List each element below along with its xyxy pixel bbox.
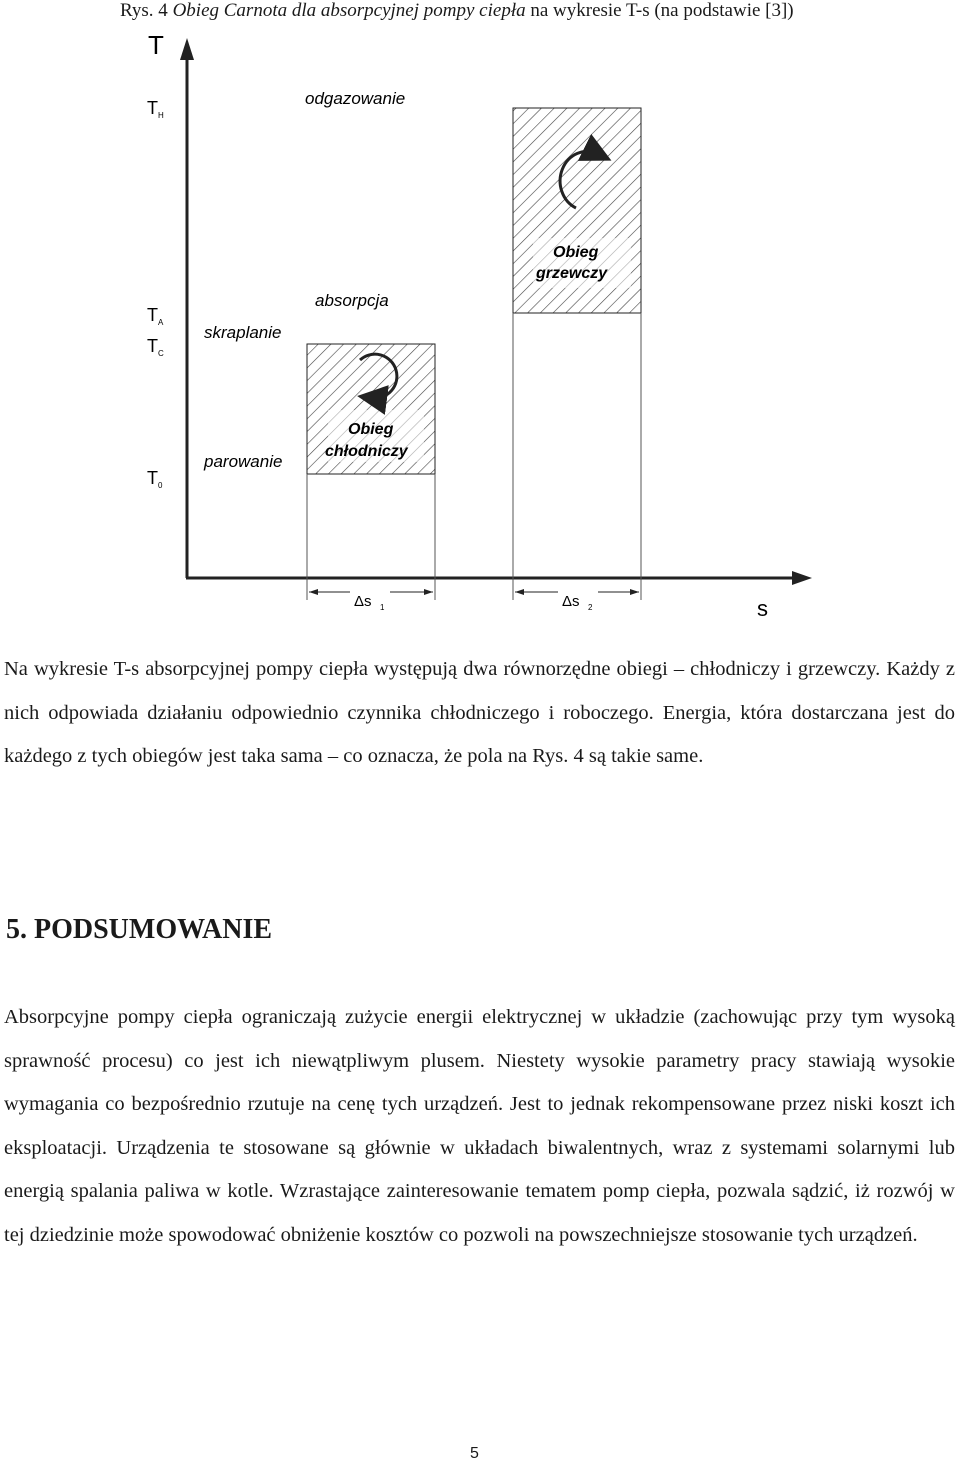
cooling-cycle-area: [307, 344, 435, 474]
page-number: 5: [470, 1445, 479, 1462]
label-absorpcja: absorpcja: [315, 291, 389, 310]
level-symbol: T: [147, 468, 158, 488]
level-TC: [147, 336, 164, 358]
y-axis-label: T: [148, 30, 164, 60]
level-symbol: T: [147, 98, 158, 118]
level-T0: [147, 468, 163, 490]
level-subscript: 0: [158, 481, 163, 490]
delta-s1-dimension: [309, 584, 433, 612]
level-subscript: C: [158, 349, 164, 358]
level-subscript: A: [158, 318, 164, 327]
delta-s2-subscript: 2: [588, 603, 593, 612]
y-axis-arrow-icon: [180, 38, 194, 60]
section-heading: 5. PODSUMOWANIE: [6, 914, 273, 945]
paragraph-summary: Absorpcyjne pompy ciepła ograniczają zużycie energii elektrycznej w układzie (zachowując przy tym wysoką sprawność procesu) co jest ich niewątpliwym plusem. Niestety wysokie parametry pracy stawiają wysokie wymagania co bezpośrednio rzutuje na cenę tych urządzeń. Jest to jednak rekompensowane przez niski koszt ich eksploatacji. Urządzenia te stosowane są głównie w układach biwalentnych, wraz z systemami solarnymi lub energią spalania paliwa w kotle. Wzrastające zainteresowanie tematem pomp ciepła, pozwala sądzić, iż rozwój w tej dziedzinie może spowodować obniżenie kosztów co pozwoli na powszechniejsze stosowanie tych urządzeń.: [4, 1006, 955, 1246]
cooling-cycle-label-line1: Obieg: [348, 421, 394, 438]
delta-s2-dimension: [515, 584, 639, 612]
label-parowanie: parowanie: [204, 452, 283, 471]
heating-cycle-area: [513, 108, 641, 313]
level-subscript: H: [158, 111, 164, 120]
heating-cycle-label-line2: grzewczy: [536, 265, 608, 282]
level-TA: [147, 305, 164, 327]
level-symbol: T: [147, 336, 158, 356]
caption-source: na wykresie T-s (na podstawie [3]): [530, 0, 794, 21]
level-TH: [147, 98, 164, 120]
x-axis-label: s: [757, 596, 768, 621]
cooling-cycle-label-line2: chłodniczy: [325, 443, 408, 460]
paragraph-ts-description: Na wykresie T-s absorpcyjnej pompy ciepła występują dwa równorzędne obiegi – chłodniczy i grzewczy. Każdy z nich odpowiada działaniu odpowiednio czynnika chłodniczego i roboczego. Energia, która dostarczana jest do każdego z tych obiegów jest taka sama – co oznacza, że pola na Rys. 4 są takie same.: [4, 658, 955, 768]
ts-diagram: [0, 0, 960, 640]
caption-prefix: Rys. 4: [120, 0, 168, 21]
delta-s2-symbol: Δs: [562, 593, 580, 610]
label-odgazowanie: odgazowanie: [305, 89, 406, 108]
heating-cycle-label-line1: Obieg: [553, 244, 599, 261]
x-axis-arrow-icon: [792, 571, 812, 585]
caption-title: Obieg Carnota dla absorpcyjnej pompy ciepła: [172, 0, 526, 21]
delta-s1-symbol: Δs: [354, 593, 372, 610]
label-skraplanie: skraplanie: [204, 323, 282, 342]
level-symbol: T: [147, 305, 158, 325]
delta-s1-subscript: 1: [380, 603, 385, 612]
